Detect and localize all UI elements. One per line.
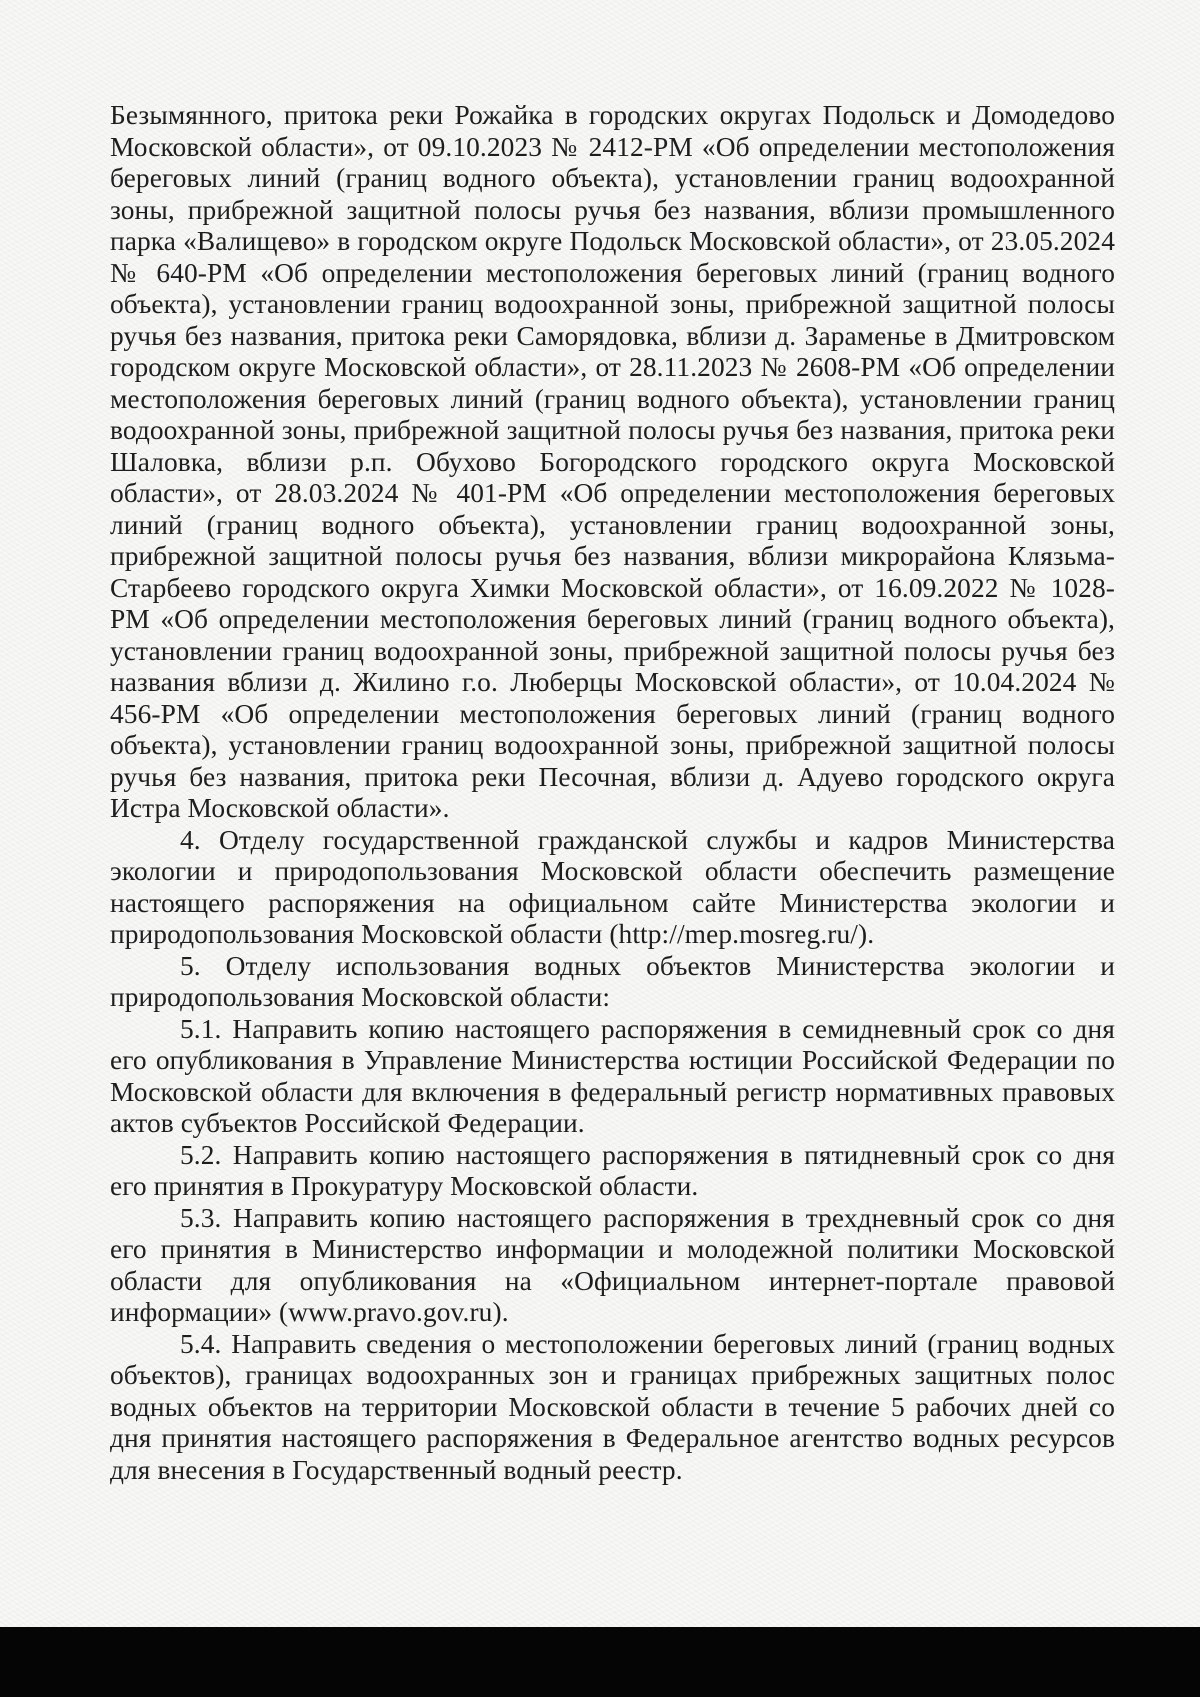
paragraph-item-5-1: 5.1. Направить копию настоящего распоряжения в семидневный срок со дня его опубликования в Управление Министерства юстиции Российской Федерации по Московской области для включения в федеральный регистр нормативных правовых актов субъектов Российской Федерации. (110, 1013, 1115, 1138)
paragraph-item-5-2: 5.2. Направить копию настоящего распоряжения в пятидневный срок со дня его принятия в Прокуратуру Московской области. (110, 1139, 1115, 1201)
paragraph-item-5-3: 5.3. Направить копию настоящего распоряжения в трехдневный срок со дня его принятия в Министерство информации и молодежной политики Московской области для опубликования на «Официальном интернет-портале правовой информации» (www.pravo.gov.ru). (110, 1202, 1115, 1327)
paragraph-item-5-4: 5.4. Направить сведения о местоположении береговых линий (границ водных объектов), границах водоохранных зон и границах прибрежных защитных полос водных объектов на территории Московской области в течение 5 рабочих дней со дня принятия настоящего распоряжения в Федеральное агентство водных ресурсов для внесения в Государственный водный реестр. (110, 1328, 1115, 1485)
paragraph-item-5: 5. Отделу использования водных объектов Министерства экологии и природопользования Московской области: (110, 950, 1115, 1012)
scan-bottom-edge (0, 1627, 1200, 1697)
paragraph-continuation: Безымянного, притока реки Рожайка в городских округах Подольск и Домодедово Московской области», от 09.10.2023 № 2412-РМ «Об определении местоположения береговых линий (границ водного объекта), установлении границ водоохранной зоны, прибрежной защитной полосы ручья без названия, вблизи промышленного парка «Валищево» в городском округе Подольск Московской области», от 23.05.2024 № 640-РМ «Об определении местоположения береговых линий (границ водного объекта), установлении границ водоохранной зоны, прибрежной защитной полосы ручья без названия, притока реки Саморядовка, вблизи д. Зараменье в Дмитровском городском округе Московской области», от 28.11.2023 № 2608-РМ «Об определении местоположения береговых линий (границ водного объекта), установлении границ водоохранной зоны, прибрежной защитной полосы ручья без названия, притока реки Шаловка, вблизи р.п. Обухово Богородского городского округа Московской области», от 28.03.2024 № 401-РМ «Об определении местоположения береговых линий (границ водного объекта), установлении границ водоохранной зоны, прибрежной защитной полосы ручья без названия, вблизи микрорайона Клязьма-Старбеево городского округа Химки Московской области», от 16.09.2022 № 1028-РМ «Об определении местоположения береговых линий (границ водного объекта), установлении границ водоохранной зоны, прибрежной защитной полосы ручья без названия вблизи д. Жилино г.о. Люберцы Московской области», от 10.04.2024 № 456-РМ «Об определении местоположения береговых линий (границ водного объекта), установлении границ водоохранной зоны, прибрежной защитной полосы ручья без названия, притока реки Песочная, вблизи д. Адуево городского округа Истра Московской области». (110, 100, 1115, 823)
paragraph-item-4: 4. Отделу государственной гражданской службы и кадров Министерства экологии и природопользования Московской области обеспечить размещение настоящего распоряжения на официальном сайте Министерства экологии и природопользования Московской области (http://mep.mosreg.ru/). (110, 824, 1115, 949)
document-body (110, 100, 1115, 1486)
